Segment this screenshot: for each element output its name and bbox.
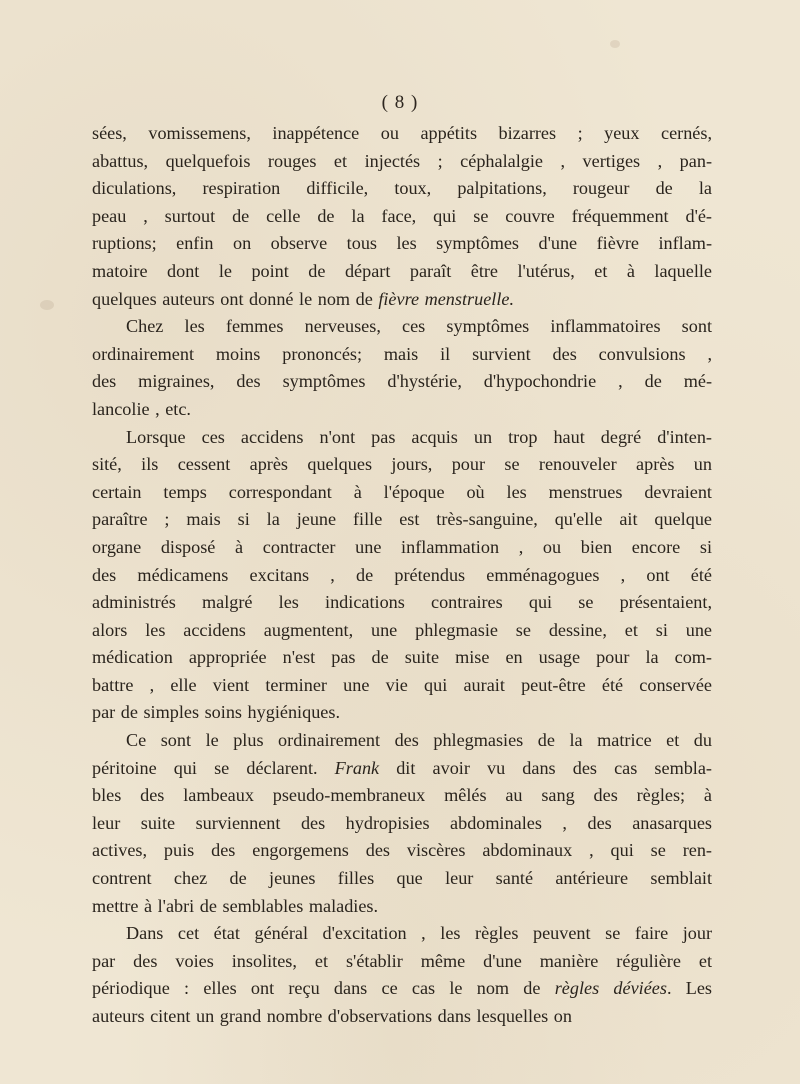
paragraph (92, 120, 712, 313)
text-segment: par de simples soins hygiéniques. (92, 702, 340, 723)
paragraph (92, 727, 712, 920)
text-segment: actives, puis des engorgemens des viscères abdominaux , qui se ren- (92, 840, 712, 861)
text-line (92, 313, 712, 341)
italic-term: règles déviées (554, 978, 667, 999)
text-segment: alors les accidens augmentent, une phlegmasie se dessine, et si une (92, 619, 712, 640)
text-line (92, 699, 712, 727)
text-segment: battre , elle vient terminer une vie qui aurait peut-être été conservée (92, 674, 712, 695)
italic-term: fièvre menstruelle. (378, 288, 515, 309)
text-line (92, 534, 712, 562)
text-segment: Ce sont le plus ordinairement des phlegmasies de la matrice et du (126, 730, 712, 751)
page-number: ( 8 ) (381, 92, 419, 113)
text-segment: leur suite surviennent des hydropisies abdominales , des anasarques (92, 812, 712, 833)
text-line (92, 175, 712, 203)
text-segment: abattus, quelquefois rouges et injectés ; céphalalgie , vertiges , pan- (92, 150, 712, 171)
paragraph (92, 920, 712, 1030)
text-segment: périodique : elles ont reçu dans ce cas le nom de (92, 978, 555, 999)
paragraph (92, 313, 712, 423)
text-segment: Chez les femmes nerveuses, ces symptômes inflammatoires sont (126, 316, 712, 337)
paragraph (92, 424, 712, 728)
text-segment: Dans cet état général d'excitation , les règles peuvent se faire jour (126, 923, 712, 944)
text-segment: Lorsque ces accidens n'ont pas acquis un trop haut degré d'inten- (126, 426, 712, 447)
text-segment: peau , surtout de celle de la face, qui se couvre fréquemment d'é- (92, 205, 712, 226)
text-line (92, 948, 712, 976)
text-segment: ruptions; enfin on observe tous les symptômes d'une fièvre inflam- (92, 233, 712, 254)
text-segment: ordinairement moins prononcés; mais il survient des convulsions , (92, 343, 712, 364)
text-line (92, 644, 712, 672)
text-segment: mettre à l'abri de semblables maladies. (92, 895, 379, 916)
text-segment: lancolie , etc. (92, 398, 191, 419)
text-line (92, 120, 712, 148)
text-segment: auteurs citent un grand nombre d'observations dans lesquelles on (92, 1006, 572, 1026)
text-segment: dit avoir vu dans des cas sembla- (379, 757, 712, 778)
text-segment: matoire dont le point de départ paraît être l'utérus, et à laquelle (92, 260, 712, 281)
text-segment: sées, vomissemens, inappétence ou appétits bizarres ; yeux cernés, (92, 123, 712, 143)
text-segment: médication appropriée n'est pas de suite mise en usage pour la com- (92, 647, 712, 668)
text-line (92, 286, 712, 314)
text-segment: quelques auteurs ont donné le nom de (92, 288, 379, 309)
text-line (92, 230, 712, 258)
text-line (92, 148, 712, 176)
text-line (92, 975, 712, 1003)
text-line (92, 589, 712, 617)
text-line (92, 920, 712, 948)
text-line (92, 396, 712, 424)
text-segment: diculations, respiration difficile, toux, palpitations, rougeur de la (92, 178, 712, 199)
text-line (92, 672, 712, 700)
text-segment: sité, ils cessent après quelques jours, pour se renouveler après un (92, 454, 712, 475)
text-segment: des migraines, des symptômes d'hystérie, d'hypochondrie , de mé- (92, 371, 712, 392)
text-line (92, 617, 712, 645)
text-segment: contrent chez de jeunes filles que leur santé antérieure semblait (92, 868, 712, 889)
text-line (92, 506, 712, 534)
text-line (92, 562, 712, 590)
text-segment: par des voies insolites, et s'établir même d'une manière régulière et (92, 950, 712, 971)
text-segment: paraître ; mais si la jeune fille est très-sanguine, qu'elle ait quelque (92, 509, 712, 530)
text-line (92, 837, 712, 865)
text-line (92, 782, 712, 810)
text-line (92, 368, 712, 396)
text-segment: péritoine qui se déclarent. (92, 757, 335, 778)
text-line (92, 1003, 712, 1031)
text-line (92, 865, 712, 893)
text-segment: organe disposé à contracter une inflammation , ou bien encore si (92, 536, 712, 557)
text-segment: des médicamens excitans , de prétendus emménagogues , ont été (92, 564, 712, 585)
text-segment: . Les (666, 978, 713, 999)
paper-stain (610, 40, 620, 48)
text-line (92, 479, 712, 507)
text-line (92, 755, 712, 783)
text-line (92, 258, 712, 286)
text-line (92, 451, 712, 479)
text-segment: administrés malgré les indications contraires qui se présentaient, (92, 592, 712, 613)
text-segment: certain temps correspondant à l'époque où les menstrues devraient (92, 481, 712, 502)
text-segment: bles des lambeaux pseudo-membraneux mêlés au sang des règles; à (92, 785, 712, 806)
paper-stain (40, 300, 54, 310)
text-line (92, 727, 712, 755)
text-line (92, 424, 712, 452)
text-line (92, 810, 712, 838)
text-line (92, 203, 712, 231)
text-line (92, 341, 712, 369)
italic-term: Frank (334, 757, 380, 778)
body-text (92, 120, 712, 1031)
text-line (92, 893, 712, 921)
